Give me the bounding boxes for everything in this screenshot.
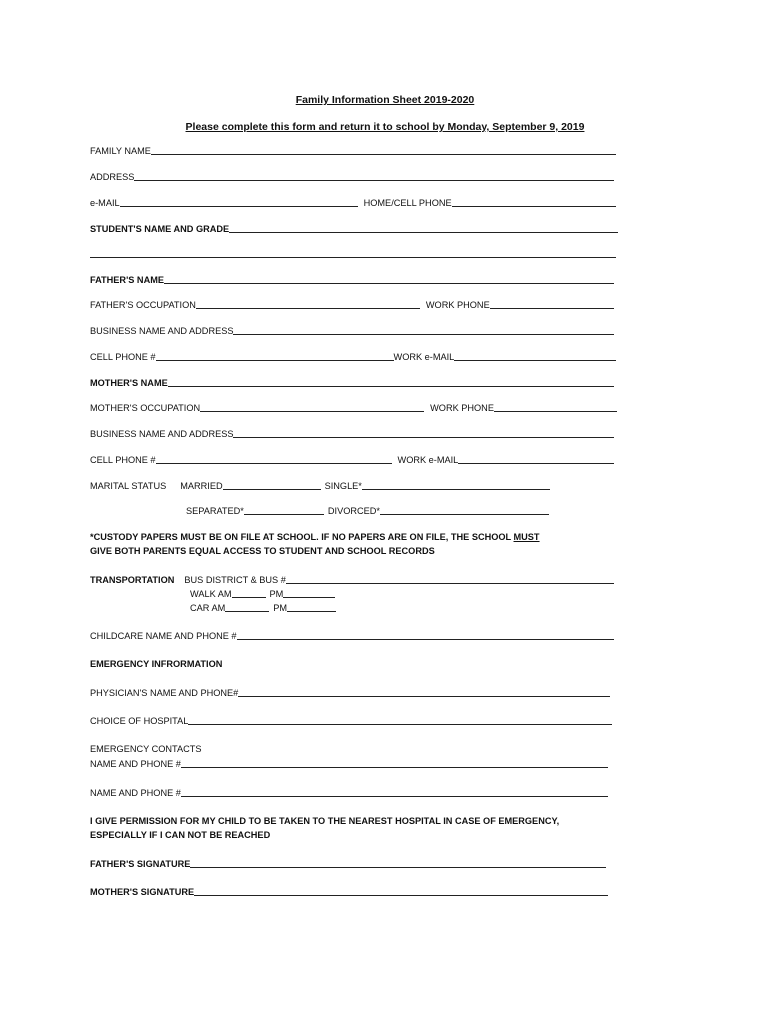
bus-field[interactable] [286,583,614,584]
mother-cell-label: CELL PHONE # [90,455,156,465]
mother-signature-label: MOTHER'S SIGNATURE [90,887,195,897]
address-row [90,169,614,183]
form-instructions: Please complete this form and return it to school by Monday, September 9, 2019 [185,121,585,133]
mother-signature-row [90,884,608,898]
walk-pm-label: PM [269,589,284,599]
mother-cell-field[interactable] [156,463,392,464]
walk-pm-field[interactable] [283,597,335,598]
car-pm-field[interactable] [287,611,336,612]
family-name-row [90,143,616,157]
physician-field[interactable] [238,696,610,697]
permission-line2: ESPECIALLY IF I CAN NOT BE REACHED [90,830,271,840]
mother-occupation-field[interactable] [200,411,424,412]
mother-work-phone-field[interactable] [494,411,617,412]
childcare-label: CHILDCARE NAME AND PHONE # [90,631,237,641]
email-field[interactable] [120,206,358,207]
father-occupation-row [90,297,614,311]
father-name-label: FATHER'S NAME [90,275,164,285]
father-cell-label: CELL PHONE # [90,352,156,362]
student-extra-field[interactable] [90,257,616,258]
contact2-field[interactable] [181,796,608,797]
home-cell-phone-field[interactable] [452,206,616,207]
permission-line1: I GIVE PERMISSION FOR MY CHILD TO BE TAKEN TO THE NEAREST HOSPITAL IN CASE OF EMERGENCY, [90,816,560,826]
mother-name-row [90,375,614,389]
father-signature-row [90,856,606,870]
car-am-label: CAR AM [190,603,226,613]
divorced-label: DIVORCED* [327,506,380,516]
family-name-label: FAMILY NAME [90,146,151,156]
marital-row-2 [186,503,549,517]
mother-work-phone-label: WORK PHONE [430,403,494,413]
family-name-field[interactable] [151,154,616,155]
contact1-row [90,756,608,770]
father-cell-row [90,349,616,363]
contact1-label: NAME AND PHONE # [90,759,181,769]
custody-note-must: MUST [513,532,540,542]
father-occupation-field[interactable] [196,308,420,309]
father-occupation-label: FATHER'S OCCUPATION [90,300,196,310]
father-work-email-field[interactable] [454,360,616,361]
contact2-label: NAME AND PHONE # [90,788,181,798]
father-work-email-label: WORK e-MAIL [393,352,455,362]
mother-work-email-label: WORK e-MAIL [397,455,459,465]
marital-status-label: MARITAL STATUS [90,481,167,491]
physician-label: PHYSICIAN'S NAME AND PHONE# [90,688,239,698]
contact2-row [90,785,608,799]
mother-occupation-row [90,400,617,414]
mother-business-row [90,426,614,440]
mother-name-label: MOTHER'S NAME [90,378,168,388]
mother-cell-row [90,452,614,466]
married-field[interactable] [223,489,321,490]
father-signature-field[interactable] [190,867,606,868]
car-row [190,600,336,614]
childcare-field[interactable] [237,639,614,640]
address-label: ADDRESS [90,172,135,182]
transportation-label: TRANSPORTATION [90,575,175,585]
physician-row [90,685,610,699]
email-row [90,195,616,209]
mother-signature-field[interactable] [194,895,608,896]
student-name-grade-label: STUDENT'S NAME AND GRADE [90,224,230,234]
walk-am-label: WALK AM [190,589,232,599]
father-name-row [90,272,614,286]
form-title: Family Information Sheet 2019-2020 [295,94,475,106]
father-work-phone-label: WORK PHONE [425,300,490,310]
walk-am-field[interactable] [232,597,266,598]
father-business-row [90,323,614,337]
hospital-field[interactable] [188,724,612,725]
bus-label: BUS DISTRICT & BUS # [184,575,286,585]
student-name-grade-field[interactable] [229,232,618,233]
car-pm-label: PM [273,603,288,613]
father-signature-label: FATHER'S SIGNATURE [90,859,191,869]
hospital-label: CHOICE OF HOSPITAL [90,716,189,726]
childcare-row [90,628,614,642]
hospital-row [90,713,612,727]
father-work-phone-field[interactable] [490,308,614,309]
married-label: MARRIED [180,481,223,491]
address-field[interactable] [134,180,614,181]
separated-label: SEPARATED* [186,506,244,516]
custody-note-line2: GIVE BOTH PARENTS EQUAL ACCESS TO STUDENT AND SCHOOL RECORDS [90,546,435,556]
mother-occupation-label: MOTHER'S OCCUPATION [90,403,201,413]
contact1-field[interactable] [181,767,608,768]
mother-work-email-field[interactable] [458,463,614,464]
mother-business-label: BUSINESS NAME AND ADDRESS [90,429,234,439]
student-row [90,221,618,235]
divorced-field[interactable] [380,514,549,515]
emergency-contacts-label: EMERGENCY CONTACTS [90,744,202,754]
emergency-heading: EMERGENCY INFRORMATION [90,659,223,669]
car-am-field[interactable] [225,611,269,612]
walk-row [190,586,335,600]
single-label: SINGLE* [324,481,362,491]
separated-field[interactable] [244,514,324,515]
email-label: e-MAIL [90,198,120,208]
father-name-field[interactable] [164,283,614,284]
student-extra-row [90,246,616,260]
father-cell-field[interactable] [156,360,394,361]
custody-note-line1 [90,530,540,544]
mother-name-field[interactable] [168,386,614,387]
marital-row [90,478,550,492]
father-business-field[interactable] [233,334,614,335]
custody-note-text: *CUSTODY PAPERS MUST BE ON FILE AT SCHOOL. IF NO PAPERS ARE ON FILE, THE SCHOOL [90,532,514,542]
father-business-label: BUSINESS NAME AND ADDRESS [90,326,234,336]
transportation-row [90,572,614,586]
single-field[interactable] [362,489,550,490]
home-cell-phone-label: HOME/CELL PHONE [363,198,452,208]
mother-business-field[interactable] [233,437,614,438]
